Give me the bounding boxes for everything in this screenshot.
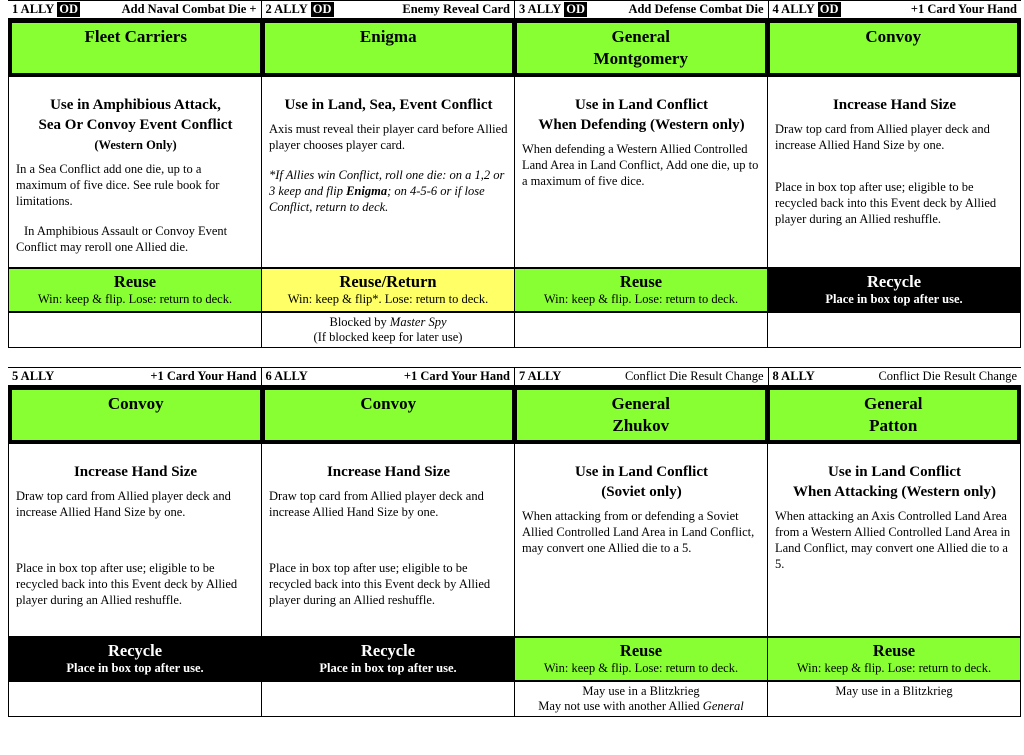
card-notes <box>767 682 1020 716</box>
card-title <box>11 389 261 441</box>
card-number: 4 ALLY <box>772 2 815 16</box>
usage-line1: Increase Hand Size <box>832 97 957 113</box>
card-title-line1: Convoy <box>107 394 164 413</box>
note-line1: Blocked by Master Spy <box>329 315 447 329</box>
notes-row <box>8 313 1021 348</box>
card-title-line2: Patton <box>869 416 918 435</box>
card-number: 6 ALLY <box>265 369 308 383</box>
card-header <box>514 1 768 18</box>
usage-line2: Sea Or Convoy Event Conflict <box>38 117 233 133</box>
title-band <box>8 386 1021 444</box>
card-effect: Conflict Die Result Change <box>624 369 764 383</box>
reuse-note: Win: keep & flip. Lose: return to deck. <box>543 661 739 675</box>
card-notes <box>261 682 514 716</box>
card-effect: +1 Card Your Hand <box>150 369 257 383</box>
notes-row <box>8 682 1021 717</box>
card-header <box>8 368 261 385</box>
reuse-band <box>8 636 1021 682</box>
card-header <box>8 1 261 18</box>
reuse-box <box>514 269 767 311</box>
reuse-box <box>514 638 767 680</box>
od-badge: OD <box>566 2 586 16</box>
reuse-note: Place in box top after use. <box>825 292 963 306</box>
card-notes <box>514 313 767 347</box>
note-line2: (If blocked keep for later use) <box>313 330 463 344</box>
usage-line1: Use in Land Conflict <box>575 464 708 480</box>
card-body <box>767 77 1020 267</box>
reuse-label: Reuse/Return <box>339 272 437 291</box>
usage-line1: Increase Hand Size <box>73 464 198 480</box>
reuse-note: Place in box top after use. <box>66 661 204 675</box>
card-title-line1: Fleet Carriers <box>84 27 187 46</box>
usage-heading <box>16 95 255 135</box>
card-number: 5 ALLY <box>12 369 55 383</box>
card-notes <box>767 313 1020 347</box>
usage-line1: Use in Amphibious Attack, <box>50 97 221 113</box>
header-strip <box>8 0 1021 19</box>
usage-heading <box>522 95 761 135</box>
card-number: 8 ALLY <box>772 369 815 383</box>
card-notes <box>9 682 261 716</box>
reuse-note: Win: keep & flip*. Lose: return to deck. <box>287 292 489 306</box>
note-line2: May not use with another Allied General <box>538 699 744 713</box>
rule-text: When attacking an Axis Controlled Land Area from a Western Allied Controlled Land Area in Land Conflict, may convert one Allied die to a 5. <box>775 509 1011 571</box>
card-effect: Add Naval Combat Die + <box>121 2 257 16</box>
note-line1: May use in a Blitzkrieg <box>582 684 700 698</box>
card-sheet-top <box>8 0 1021 348</box>
card-notes <box>9 313 261 347</box>
card-title-line1: General <box>611 394 671 413</box>
od-badge: OD <box>312 2 332 16</box>
card-number: 3 ALLY <box>519 2 562 16</box>
card-title-line1: Convoy <box>360 394 417 413</box>
usage-subheading: (Western Only) <box>94 138 177 152</box>
card-title-line1: Convoy <box>865 27 922 46</box>
card-title <box>264 389 514 441</box>
reuse-label: Recycle <box>107 641 163 660</box>
card-title <box>769 389 1019 441</box>
rule-text: Draw top card from Allied player deck and increase Allied Hand Size by one. <box>269 489 484 519</box>
note-line1: May use in a Blitzkrieg <box>835 684 953 698</box>
od-badge: OD <box>819 2 839 16</box>
rule-text-italic: *If Allies win Conflict, roll one die: on a 1,2 or 3 keep and flip Enigma; on 4-5-6 or if lose Conflict, return to deck. <box>269 168 505 214</box>
rule-text-2: In Amphibious Assault or Convoy Event Conflict may reroll one Allied die. <box>16 224 228 254</box>
card-number: 2 ALLY <box>265 2 308 16</box>
card-title-line1: General <box>863 394 923 413</box>
card-title <box>264 22 514 74</box>
reuse-box <box>9 269 261 311</box>
usage-heading <box>269 462 508 482</box>
usage-heading <box>775 95 1014 115</box>
rule-text: When defending a Western Allied Controlled Land Area in Land Conflict, Add one die, up to a maximum of five dice. <box>522 142 759 188</box>
reuse-note: Win: keep & flip. Lose: return to deck. <box>37 292 233 306</box>
reuse-label: Recycle <box>360 641 416 660</box>
reuse-band <box>8 267 1021 313</box>
usage-line1: Increase Hand Size <box>326 464 451 480</box>
card-title <box>11 22 261 74</box>
reuse-note: Win: keep & flip. Lose: return to deck. <box>796 661 992 675</box>
card-sheet-bottom <box>8 367 1021 717</box>
reuse-note: Win: keep & flip. Lose: return to deck. <box>543 292 739 306</box>
reuse-note: Place in box top after use. <box>319 661 457 675</box>
usage-line1: Use in Land Conflict <box>828 464 961 480</box>
reuse-box <box>9 638 261 680</box>
usage-line2: When Attacking (Western only) <box>793 484 996 500</box>
card-title <box>516 389 766 441</box>
card-number: 1 ALLY <box>12 2 55 16</box>
card-body <box>514 77 767 267</box>
reuse-box <box>767 638 1020 680</box>
od-badge: OD <box>59 2 79 16</box>
card-body <box>9 77 261 267</box>
reuse-label: Reuse <box>872 641 916 660</box>
card-body-row <box>8 77 1021 267</box>
rule-text: Axis must reveal their player card before Allied player chooses player card. <box>269 122 508 152</box>
rule-text-2: Place in box top after use; eligible to be recycled back into this Event deck by Allied player during an Allied reshuffle. <box>16 561 238 607</box>
rule-text: Draw top card from Allied player deck and increase Allied Hand Size by one. <box>775 122 990 152</box>
reuse-label: Recycle <box>866 272 922 291</box>
card-body <box>514 444 767 636</box>
reuse-box <box>261 269 514 311</box>
card-effect: +1 Card Your Hand <box>403 369 510 383</box>
card-header <box>514 368 768 385</box>
reuse-label: Reuse <box>619 272 663 291</box>
reuse-label: Reuse <box>113 272 157 291</box>
usage-heading <box>16 462 255 482</box>
card-notes <box>261 313 514 347</box>
card-title-line2: Zhukov <box>612 416 670 435</box>
usage-heading <box>269 95 508 115</box>
rule-text: When attacking from or defending a Soviet Allied Controlled Land Area in Land Conflict, may convert one Allied die to a 5. <box>522 509 755 555</box>
reuse-box <box>767 269 1020 311</box>
title-band <box>8 19 1021 77</box>
card-body <box>767 444 1020 636</box>
rule-text: Draw top card from Allied player deck and increase Allied Hand Size by one. <box>16 489 231 519</box>
card-title <box>516 22 766 74</box>
card-header <box>768 1 1022 18</box>
card-title-line1: Enigma <box>359 27 417 46</box>
reuse-label: Reuse <box>619 641 663 660</box>
card-body-row <box>8 444 1021 636</box>
card-number: 7 ALLY <box>519 369 562 383</box>
reuse-box <box>261 638 514 680</box>
card-header <box>768 368 1022 385</box>
card-effect: Add Defense Combat Die <box>628 2 764 16</box>
usage-line1: Use in Land, Sea, Event Conflict <box>284 97 493 113</box>
rule-text-2: Place in box top after use; eligible to be recycled back into this Event deck by Allied player during an Allied reshuffle. <box>775 180 997 226</box>
header-strip <box>8 367 1021 386</box>
card-title-line1: General <box>611 27 671 46</box>
rule-text: In a Sea Conflict add one die, up to a maximum of five dice. See rule book for limitations. <box>16 162 220 208</box>
card-header <box>261 368 515 385</box>
usage-line2: (Soviet only) <box>601 484 682 500</box>
card-title <box>769 22 1019 74</box>
card-title-line2: Montgomery <box>593 49 688 68</box>
card-header <box>261 1 515 18</box>
card-effect: Enemy Reveal Card <box>402 2 510 16</box>
card-body <box>261 444 514 636</box>
usage-line1: Use in Land Conflict <box>575 97 708 113</box>
usage-line2: When Defending (Western only) <box>538 117 745 133</box>
card-notes <box>514 682 767 716</box>
card-body <box>9 444 261 636</box>
card-effect: +1 Card Your Hand <box>910 2 1017 16</box>
card-effect: Conflict Die Result Change <box>878 369 1017 383</box>
card-body <box>261 77 514 267</box>
rule-text-2: Place in box top after use; eligible to be recycled back into this Event deck by Allied player during an Allied reshuffle. <box>269 561 491 607</box>
usage-heading <box>775 462 1014 502</box>
usage-heading <box>522 462 761 502</box>
